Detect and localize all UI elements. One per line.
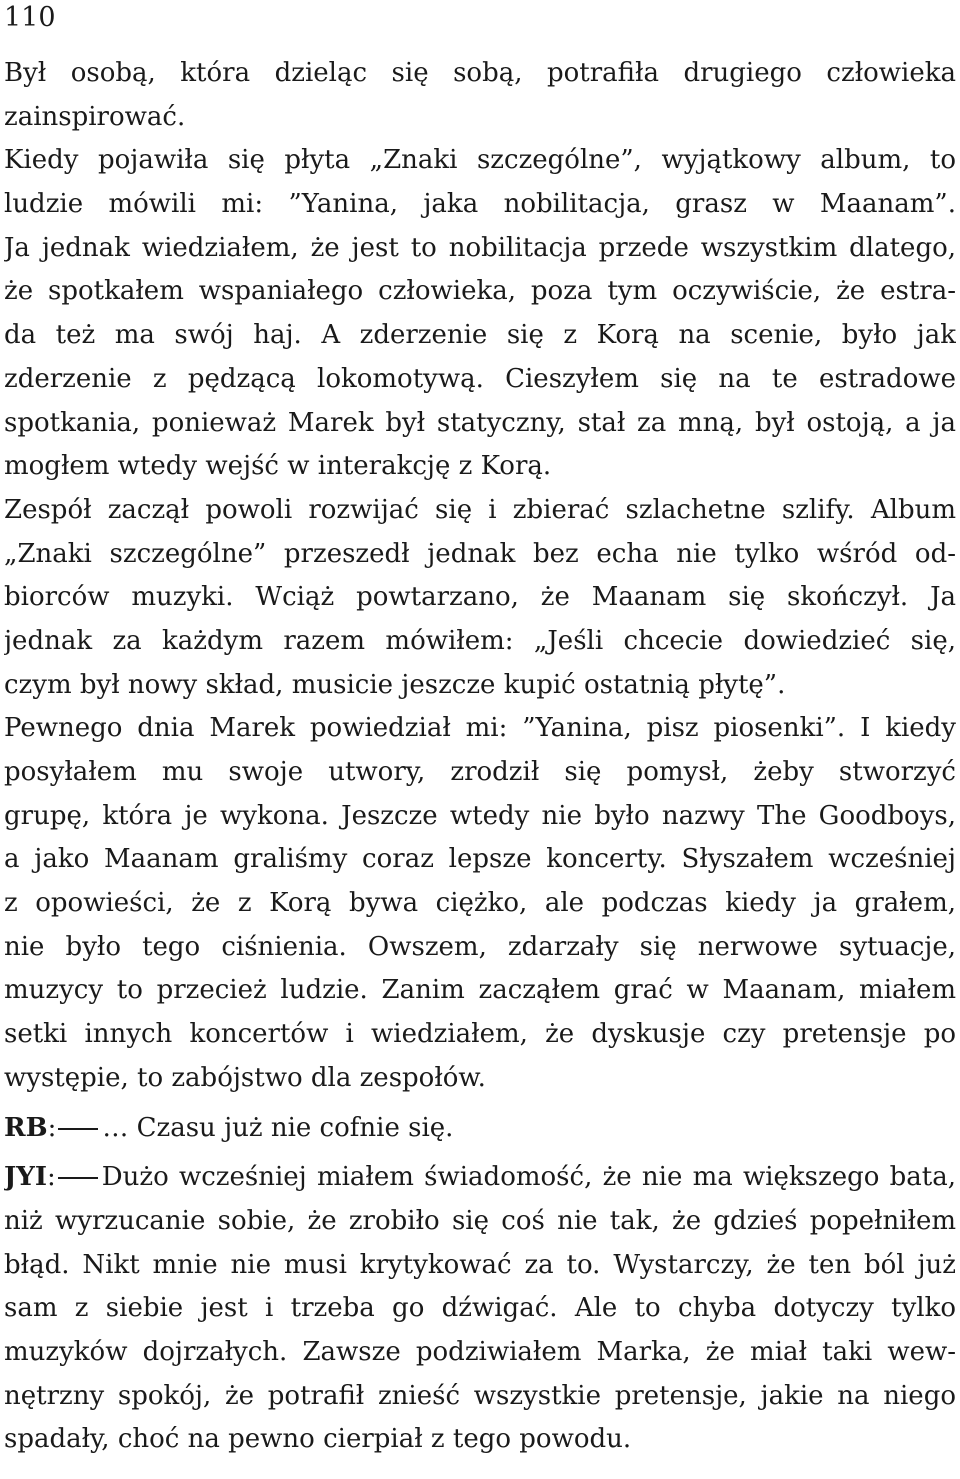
page-number: 110 bbox=[4, 2, 56, 33]
text-line: muzyków dojrzałych. Zawsze podziwiałem Marka, że miał taki wew- bbox=[4, 1336, 956, 1367]
exchange-jyi bbox=[4, 1156, 956, 1462]
text-line: z opowieści, że z Korą bywa ciężko, ale podczas kiedy ja grałem, bbox=[4, 888, 956, 919]
text-line: spadały, choć na pewno cierpiał z tego powodu. bbox=[4, 1424, 632, 1455]
text-line: sam z siebie jest i trzeba go dźwigać. Ale to chyba dotyczy tylko bbox=[4, 1293, 956, 1324]
text-line: że spotkałem wspaniałego człowieka, poza tym oczywiście, że estra- bbox=[4, 276, 956, 307]
text-line: czym był nowy skład, musicie jeszcze kupić ostatnią płytę”. bbox=[4, 669, 786, 700]
em-dash bbox=[58, 1177, 98, 1179]
speaker-separator: : bbox=[47, 1162, 56, 1193]
speaker-label: RB bbox=[4, 1112, 48, 1143]
text-line: mogłem wtedy wejść w interakcję z Korą. bbox=[4, 451, 552, 482]
speaker-label: JYI bbox=[4, 1162, 48, 1193]
text-line: spotkania, ponieważ Marek był statyczny, stał za mną, był ostoją, a ja bbox=[4, 407, 956, 438]
text-line: występie, to zabójstwo dla zespołów. bbox=[4, 1062, 486, 1093]
text-line: Ja jednak wiedziałem, że jest to nobilitacja przede wszystkim dlatego, bbox=[4, 232, 956, 263]
text-line: nie było tego ciśnienia. Owszem, zdarzały się nerwowe sytuacje, bbox=[4, 931, 956, 962]
text-line: biorców muzyki. Wciąż powtarzano, że Maanam się skończył. Ja bbox=[4, 582, 956, 613]
text-line: niż wyrzucanie sobie, że zrobiło się coś nie tak, że gdzieś popełniłem bbox=[4, 1205, 956, 1236]
text-line: Pewnego dnia Marek powiedział mi: ”Yanina, pisz piosenki”. I kiedy bbox=[4, 713, 956, 744]
text-line: posyłałem mu swoje utwory, zrodził się pomysł, żeby stworzyć bbox=[4, 757, 956, 787]
text-line bbox=[4, 1156, 956, 1200]
exchange-rb bbox=[4, 1107, 956, 1151]
text-line: da też ma swój haj. A zderzenie się z Korą na scenie, było jak bbox=[4, 320, 956, 351]
text-line: muzycy to przecież ludzie. Zanim zacząłem grać w Maanam, miałem bbox=[4, 975, 956, 1006]
text-line: jednak za każdym razem mówiłem: „Jeśli chcecie dowiedzieć się, bbox=[4, 625, 956, 656]
text-line bbox=[4, 1107, 956, 1151]
text-line: grupę, która je wykona. Jeszcze wtedy nie było nazwy The Goodboys, bbox=[4, 800, 956, 831]
text-line: „Znaki szczególne” przeszedł jednak bez echa nie tylko wśród od- bbox=[4, 538, 956, 569]
text-line: setki innych koncertów i wiedziałem, że dyskusje czy pretensje po bbox=[4, 1019, 956, 1050]
text-line: błąd. Nikt mnie nie musi krytykować za to. Wystarczy, że ten ból już bbox=[4, 1249, 956, 1280]
text-line: ludzie mówili mi: ”Yanina, jaka nobilitacja, grasz w Maanam”. bbox=[4, 189, 956, 220]
text-line: a jako Maanam graliśmy coraz lepsze koncerty. Słyszałem wcześniej bbox=[4, 844, 956, 875]
speaker-separator: : bbox=[47, 1112, 57, 1143]
dialogue-text: … Czasu już nie cofnie się. bbox=[102, 1112, 454, 1143]
body-text bbox=[4, 52, 956, 1462]
text-line: Kiedy pojawiła się płyta „Znaki szczególne”, wyjątkowy album, to bbox=[4, 145, 956, 176]
text-line: Zespół zaczął powoli rozwijać się i zbierać szlachetne szlify. Album bbox=[4, 494, 956, 525]
text-line: zderzenie z pędzącą lokomotywą. Cieszyłem się na te estradowe bbox=[4, 363, 956, 394]
text-line: Był osobą, która dzieląc się sobą, potrafiła drugiego człowieka bbox=[4, 58, 956, 88]
text-line: nętrzny spokój, że potrafił znieść wszystkie pretensje, jakie na niego bbox=[4, 1380, 956, 1411]
em-dash bbox=[58, 1128, 98, 1130]
text-line: zainspirować. bbox=[4, 101, 186, 132]
dialogue-text: Dużo wcześniej miałem świadomość, że nie ma większego bata, bbox=[101, 1162, 956, 1193]
paragraph-main bbox=[4, 52, 956, 1101]
